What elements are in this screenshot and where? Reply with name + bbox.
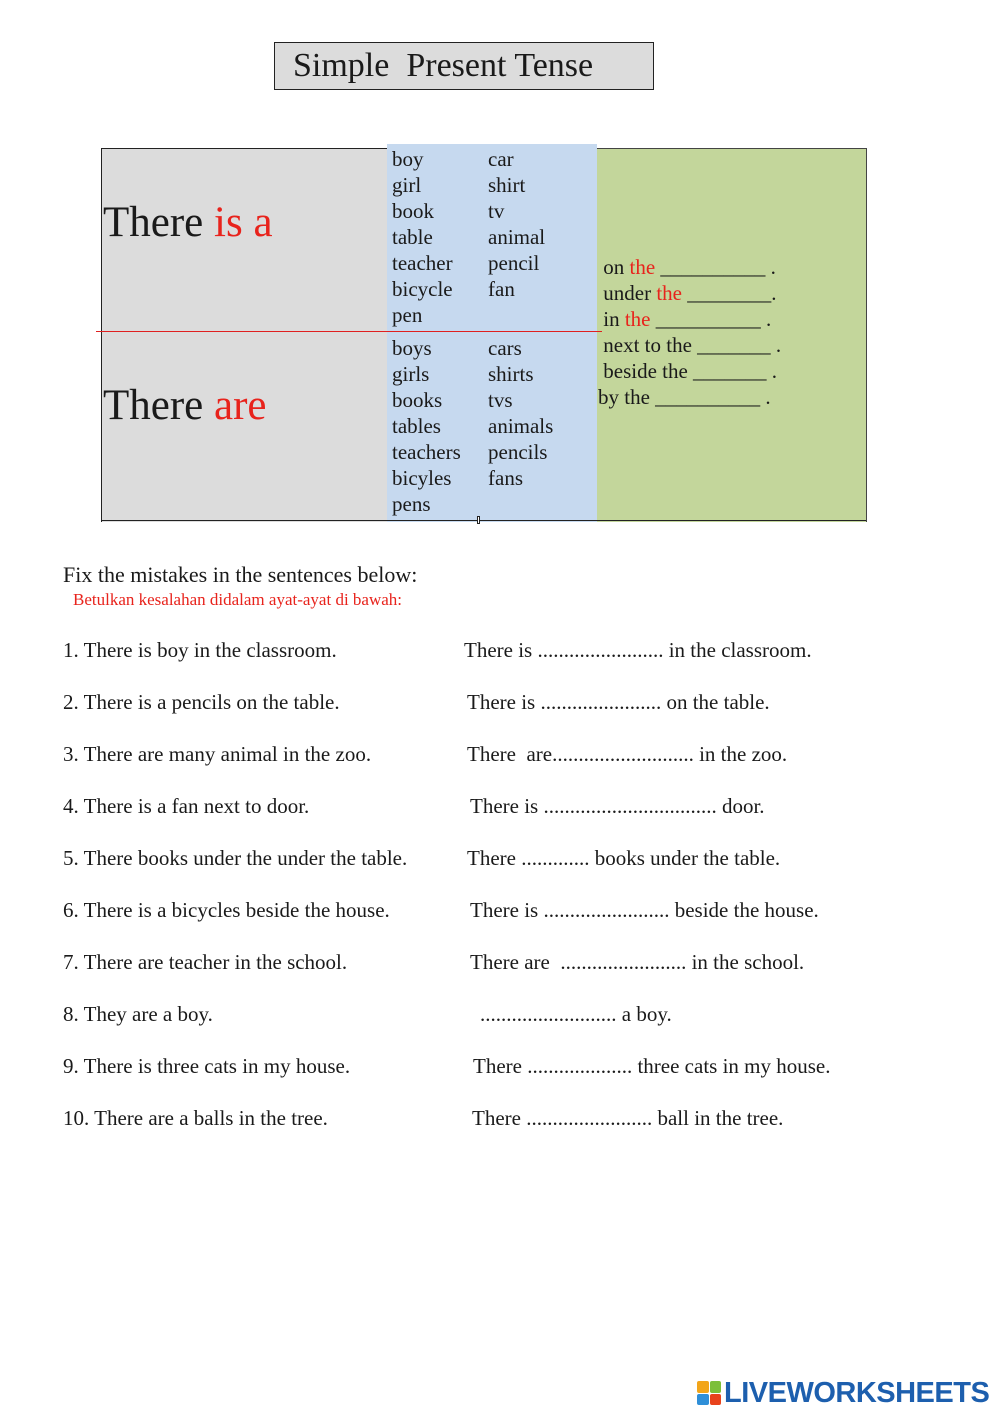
incorrect-sentence: 3. There are many animal in the zoo.: [63, 742, 372, 766]
preposition-line: [598, 384, 781, 410]
incorrect-sentence: 10. There are a balls in the tree.: [63, 1106, 328, 1130]
preposition-pre: on: [598, 255, 630, 279]
incorrect-sentence: 2. There is a pencils on the table.: [63, 690, 340, 714]
preposition-pre: beside the _______ .: [598, 359, 778, 383]
answer-sentence[interactable]: There is ........................ beside the house.: [470, 898, 819, 922]
instruction-malay: Betulkan kesalahan didalam ayat-ayat di bawah:: [73, 590, 403, 609]
logo-text: LIVEWORKSHEETS: [724, 1376, 990, 1409]
noun-row: [392, 250, 545, 276]
preposition-line: [598, 332, 781, 358]
answer-sentence[interactable]: There is ....................... on the table.: [467, 690, 770, 714]
liveworksheets-logo: [697, 1378, 989, 1408]
singular-plural-divider: [96, 331, 602, 332]
noun-word: bicyles: [392, 466, 452, 490]
liveworksheets-logo-icon: [697, 1381, 721, 1405]
preposition-post: __________ .: [655, 255, 776, 279]
noun-word: fans: [488, 466, 523, 490]
noun-word: boys: [392, 336, 432, 360]
preposition-line: [598, 358, 781, 384]
noun-word: shirts: [488, 362, 534, 386]
text-cursor-marker: [477, 516, 480, 524]
table-border-left: [101, 148, 102, 522]
preposition-list: [598, 254, 781, 410]
preposition-pre: in: [598, 307, 625, 331]
preposition-pre: next to the _______ .: [598, 333, 782, 357]
preposition-line: [598, 280, 781, 306]
answer-sentence[interactable]: There ............. books under the table.: [467, 846, 781, 870]
noun-row: [392, 439, 553, 465]
incorrect-sentence: 9. There is three cats in my house.: [63, 1054, 351, 1078]
noun-word: table: [392, 225, 433, 249]
table-border-top-right: [597, 148, 867, 149]
noun-word: tables: [392, 414, 441, 438]
preposition-pre: under: [598, 281, 657, 305]
noun-row: [392, 361, 553, 387]
instruction-english: Fix the mistakes in the sentences below:: [63, 562, 418, 587]
singular-noun-list: [392, 146, 545, 328]
there-is-a-red: is a: [214, 199, 273, 246]
there-is-a-label: [103, 199, 273, 247]
table-border-top: [101, 148, 387, 149]
noun-row: [392, 335, 553, 361]
answer-sentence[interactable]: There are........................... in the zoo.: [467, 742, 788, 766]
noun-word: book: [392, 199, 434, 223]
table-border-right: [866, 148, 867, 522]
there-are-label: [103, 382, 267, 430]
incorrect-sentence: 7. There are teacher in the school.: [63, 950, 348, 974]
noun-word: animal: [488, 225, 546, 249]
noun-row: [392, 302, 545, 328]
noun-row: [392, 387, 553, 413]
noun-row: [392, 172, 545, 198]
noun-word: bicycle: [392, 277, 453, 301]
noun-row: [392, 146, 545, 172]
incorrect-sentence: 8. They are a boy.: [63, 1002, 213, 1026]
there-are-prefix: There: [103, 382, 215, 429]
noun-word: girl: [392, 173, 422, 197]
noun-word: fan: [488, 277, 515, 301]
noun-word: teacher: [392, 251, 453, 275]
noun-word: pencil: [488, 251, 540, 275]
noun-row: [392, 465, 553, 491]
preposition-red: the: [624, 307, 651, 331]
preposition-red: the: [656, 281, 682, 305]
answer-sentence[interactable]: There .................... three cats in my house.: [473, 1054, 831, 1078]
there-are-red: are: [214, 382, 267, 429]
plural-noun-list: [392, 335, 553, 517]
noun-word: pencils: [488, 440, 548, 464]
incorrect-sentence: 1. There is boy in the classroom.: [63, 638, 337, 662]
answer-sentence[interactable]: There is ........................ in the classroom.: [464, 638, 812, 662]
noun-row: [392, 491, 553, 517]
incorrect-sentence: 6. There is a bicycles beside the house.: [63, 898, 390, 922]
noun-word: books: [392, 388, 443, 412]
noun-word: boy: [392, 147, 424, 171]
noun-word: car: [488, 147, 514, 171]
incorrect-sentence: 4. There is a fan next to door.: [63, 794, 310, 818]
noun-word: shirt: [488, 173, 526, 197]
answer-sentence[interactable]: .......................... a boy.: [480, 1002, 672, 1026]
answer-sentence[interactable]: There ........................ ball in the tree.: [472, 1106, 784, 1130]
noun-word: tvs: [488, 388, 513, 412]
noun-row: [392, 413, 553, 439]
noun-word: girls: [392, 362, 430, 386]
preposition-line: [598, 254, 781, 280]
preposition-pre: by the __________ .: [598, 385, 771, 409]
answer-sentence[interactable]: There is ................................. door.: [470, 794, 765, 818]
noun-row: [392, 276, 545, 302]
noun-word: cars: [488, 336, 522, 360]
preposition-red: the: [629, 255, 656, 279]
incorrect-sentence: 5. There books under the under the table.: [63, 846, 408, 870]
preposition-line: [598, 306, 781, 332]
noun-row: [392, 198, 545, 224]
preposition-post: ________.: [681, 281, 777, 305]
there-is-a-prefix: There: [103, 199, 215, 246]
answer-sentence[interactable]: There are ........................ in the school.: [470, 950, 805, 974]
noun-word: pen: [392, 303, 423, 327]
noun-word: animals: [488, 414, 554, 438]
noun-word: tv: [488, 199, 505, 223]
worksheet-title: Simple Present Tense: [274, 42, 654, 90]
table-border-bottom: [101, 520, 867, 521]
noun-word: teachers: [392, 440, 461, 464]
noun-row: [392, 224, 545, 250]
noun-word: pens: [392, 492, 431, 516]
preposition-post: __________ .: [650, 307, 772, 331]
